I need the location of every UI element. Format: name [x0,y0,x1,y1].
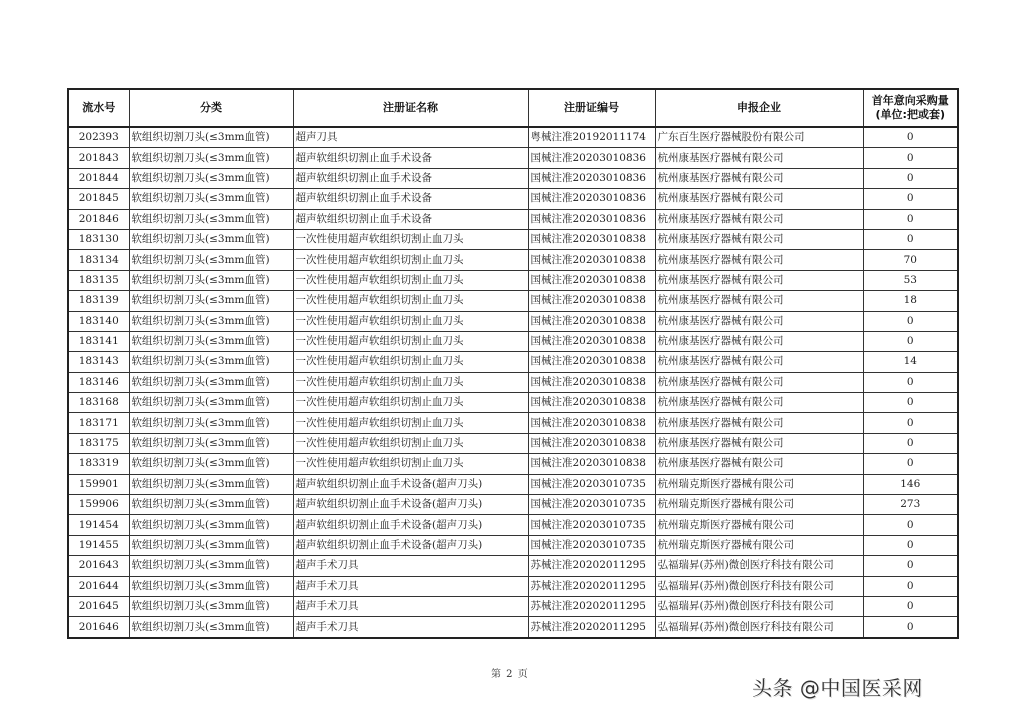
cell-cert-name: 一次性使用超声软组织切割止血刀头 [293,393,528,413]
cell-category: 软组织切割刀头(≤3mm血管) [129,311,293,331]
cell-serial: 183135 [68,270,129,290]
cell-serial: 201843 [68,148,129,168]
cell-category: 软组织切割刀头(≤3mm血管) [129,596,293,616]
table-row [68,270,958,290]
cell-company: 杭州康基医疗器械有限公司 [655,148,863,168]
cell-serial: 159906 [68,495,129,515]
table-row [68,209,958,229]
cell-cert-name: 超声软组织切割止血手术设备 [293,168,528,188]
cell-category: 软组织切割刀头(≤3mm血管) [129,474,293,494]
cell-cert-name: 一次性使用超声软组织切割止血刀头 [293,433,528,453]
table-row [68,291,958,311]
cell-cert-no: 国械注准20203010836 [528,209,655,229]
cell-company: 杭州康基医疗器械有限公司 [655,433,863,453]
cell-quantity: 53 [863,270,958,290]
cell-serial: 183146 [68,372,129,392]
cell-cert-no: 国械注准20203010836 [528,168,655,188]
cell-company: 杭州康基医疗器械有限公司 [655,209,863,229]
cell-company: 杭州康基医疗器械有限公司 [655,413,863,433]
cell-quantity: 273 [863,495,958,515]
table-row [68,535,958,555]
table-row [68,474,958,494]
header-quantity [863,89,958,127]
cell-serial: 201646 [68,617,129,638]
cell-serial: 201844 [68,168,129,188]
cell-cert-name: 超声软组织切割止血手术设备(超声刀头) [293,515,528,535]
cell-cert-no: 国械注准20203010838 [528,311,655,331]
cell-quantity: 18 [863,291,958,311]
cell-cert-no: 粤械注准20192011174 [528,127,655,148]
cell-serial: 183168 [68,393,129,413]
cell-quantity: 0 [863,372,958,392]
cell-quantity: 0 [863,617,958,638]
cell-cert-name: 一次性使用超声软组织切割止血刀头 [293,372,528,392]
cell-company: 杭州康基医疗器械有限公司 [655,372,863,392]
cell-category: 软组织切割刀头(≤3mm血管) [129,189,293,209]
cell-company: 杭州康基医疗器械有限公司 [655,250,863,270]
cell-category: 软组织切割刀头(≤3mm血管) [129,393,293,413]
cell-company: 杭州康基医疗器械有限公司 [655,189,863,209]
cell-company: 杭州康基医疗器械有限公司 [655,331,863,351]
table-row [68,331,958,351]
cell-quantity: 0 [863,454,958,474]
cell-cert-name: 超声手术刀具 [293,576,528,596]
cell-company: 杭州瑞克斯医疗器械有限公司 [655,474,863,494]
cell-company: 杭州康基医疗器械有限公司 [655,311,863,331]
cell-category: 软组织切割刀头(≤3mm血管) [129,454,293,474]
cell-cert-name: 超声软组织切割止血手术设备(超声刀头) [293,474,528,494]
cell-category: 软组织切割刀头(≤3mm血管) [129,291,293,311]
cell-quantity: 0 [863,311,958,331]
cell-cert-no: 国械注准20203010735 [528,474,655,494]
header-cert-name: 注册证名称 [293,89,528,127]
cell-cert-no: 国械注准20203010735 [528,495,655,515]
cell-cert-no: 国械注准20203010838 [528,454,655,474]
cell-cert-name: 超声软组织切割止血手术设备(超声刀头) [293,535,528,555]
cell-serial: 201845 [68,189,129,209]
cell-cert-name: 超声软组织切割止血手术设备 [293,189,528,209]
cell-category: 软组织切割刀头(≤3mm血管) [129,250,293,270]
cell-quantity: 146 [863,474,958,494]
cell-cert-name: 一次性使用超声软组织切割止血刀头 [293,413,528,433]
cell-cert-name: 一次性使用超声软组织切割止血刀头 [293,352,528,372]
cell-serial: 183171 [68,413,129,433]
cell-cert-name: 超声刀具 [293,127,528,148]
cell-serial: 183143 [68,352,129,372]
table-row [68,189,958,209]
cell-quantity: 0 [863,515,958,535]
cell-category: 软组织切割刀头(≤3mm血管) [129,413,293,433]
page-number: 第 2 页 [491,669,529,680]
cell-category: 软组织切割刀头(≤3mm血管) [129,556,293,576]
cell-quantity: 14 [863,352,958,372]
cell-cert-no: 苏械注准20202011295 [528,576,655,596]
cell-cert-name: 一次性使用超声软组织切割止血刀头 [293,291,528,311]
table-row [68,393,958,413]
cell-category: 软组织切割刀头(≤3mm血管) [129,515,293,535]
cell-category: 软组织切割刀头(≤3mm血管) [129,372,293,392]
cell-cert-name: 一次性使用超声软组织切割止血刀头 [293,311,528,331]
cell-quantity: 0 [863,535,958,555]
table-row [68,229,958,249]
cell-company: 弘福瑞昇(苏州)微创医疗科技有限公司 [655,617,863,638]
cell-quantity: 0 [863,127,958,148]
cell-quantity: 0 [863,168,958,188]
cell-company: 杭州康基医疗器械有限公司 [655,291,863,311]
registration-table [67,88,959,639]
table-row [68,576,958,596]
cell-cert-no: 国械注准20203010838 [528,229,655,249]
cell-cert-name: 一次性使用超声软组织切割止血刀头 [293,250,528,270]
cell-serial: 201644 [68,576,129,596]
cell-company: 弘福瑞昇(苏州)微创医疗科技有限公司 [655,596,863,616]
table-row [68,454,958,474]
table-row [68,515,958,535]
cell-cert-no: 国械注准20203010735 [528,515,655,535]
cell-quantity: 0 [863,209,958,229]
cell-serial: 201846 [68,209,129,229]
cell-cert-no: 国械注准20203010838 [528,291,655,311]
cell-quantity: 0 [863,331,958,351]
header-quantity-line1: 首年意向采购量 [871,94,949,107]
cell-serial: 201645 [68,596,129,616]
table-row [68,413,958,433]
cell-cert-name: 超声软组织切割止血手术设备(超声刀头) [293,495,528,515]
cell-category: 软组织切割刀头(≤3mm血管) [129,148,293,168]
cell-category: 软组织切割刀头(≤3mm血管) [129,433,293,453]
cell-category: 软组织切割刀头(≤3mm血管) [129,127,293,148]
cell-serial: 183140 [68,311,129,331]
cell-company: 弘福瑞昇(苏州)微创医疗科技有限公司 [655,576,863,596]
cell-quantity: 0 [863,596,958,616]
header-quantity-line2: (单位:把或套) [875,108,945,121]
cell-company: 杭州康基医疗器械有限公司 [655,229,863,249]
cell-quantity: 0 [863,189,958,209]
cell-category: 软组织切割刀头(≤3mm血管) [129,168,293,188]
cell-cert-no: 国械注准20203010838 [528,413,655,433]
cell-quantity: 70 [863,250,958,270]
table-header [68,89,958,127]
cell-cert-no: 国械注准20203010836 [528,148,655,168]
cell-cert-name: 一次性使用超声软组织切割止血刀头 [293,270,528,290]
cell-company: 杭州康基医疗器械有限公司 [655,270,863,290]
cell-category: 软组织切割刀头(≤3mm血管) [129,535,293,555]
header-category: 分类 [129,89,293,127]
cell-cert-no: 国械注准20203010838 [528,352,655,372]
cell-serial: 183130 [68,229,129,249]
cell-company: 杭州瑞克斯医疗器械有限公司 [655,535,863,555]
cell-company: 广东百生医疗器械股份有限公司 [655,127,863,148]
header-company: 申报企业 [655,89,863,127]
cell-quantity: 0 [863,413,958,433]
cell-quantity: 0 [863,556,958,576]
cell-serial: 201643 [68,556,129,576]
cell-quantity: 0 [863,393,958,413]
table-row [68,250,958,270]
cell-company: 杭州瑞克斯医疗器械有限公司 [655,515,863,535]
cell-cert-name: 一次性使用超声软组织切割止血刀头 [293,229,528,249]
cell-cert-no: 国械注准20203010836 [528,189,655,209]
cell-serial: 183319 [68,454,129,474]
watermark: 头条 @中国医采网 [752,676,923,700]
cell-cert-name: 一次性使用超声软组织切割止血刀头 [293,454,528,474]
table-body [68,127,958,638]
cell-category: 软组织切割刀头(≤3mm血管) [129,270,293,290]
cell-quantity: 0 [863,576,958,596]
header-serial: 流水号 [68,89,129,127]
cell-serial: 183139 [68,291,129,311]
cell-cert-name: 一次性使用超声软组织切割止血刀头 [293,331,528,351]
table-row [68,127,958,148]
cell-category: 软组织切割刀头(≤3mm血管) [129,209,293,229]
cell-company: 杭州瑞克斯医疗器械有限公司 [655,495,863,515]
cell-cert-no: 国械注准20203010838 [528,270,655,290]
cell-company: 弘福瑞昇(苏州)微创医疗科技有限公司 [655,556,863,576]
cell-company: 杭州康基医疗器械有限公司 [655,454,863,474]
cell-quantity: 0 [863,148,958,168]
cell-category: 软组织切割刀头(≤3mm血管) [129,331,293,351]
cell-cert-no: 国械注准20203010838 [528,331,655,351]
cell-serial: 191454 [68,515,129,535]
header-cert-no: 注册证编号 [528,89,655,127]
cell-cert-no: 苏械注准20202011295 [528,596,655,616]
cell-serial: 202393 [68,127,129,148]
cell-serial: 183134 [68,250,129,270]
table-row [68,352,958,372]
cell-serial: 159901 [68,474,129,494]
cell-serial: 183141 [68,331,129,351]
table-row [68,433,958,453]
cell-company: 杭州康基医疗器械有限公司 [655,352,863,372]
cell-company: 杭州康基医疗器械有限公司 [655,393,863,413]
table-row [68,556,958,576]
cell-cert-no: 国械注准20203010735 [528,535,655,555]
table-row [68,311,958,331]
cell-cert-name: 超声手术刀具 [293,596,528,616]
table-row [68,596,958,616]
cell-category: 软组织切割刀头(≤3mm血管) [129,576,293,596]
cell-quantity: 0 [863,433,958,453]
cell-cert-name: 超声软组织切割止血手术设备 [293,148,528,168]
cell-category: 软组织切割刀头(≤3mm血管) [129,617,293,638]
cell-cert-no: 国械注准20203010838 [528,250,655,270]
cell-category: 软组织切割刀头(≤3mm血管) [129,229,293,249]
cell-cert-name: 超声软组织切割止血手术设备 [293,209,528,229]
cell-serial: 191455 [68,535,129,555]
cell-company: 杭州康基医疗器械有限公司 [655,168,863,188]
cell-cert-name: 超声手术刀具 [293,617,528,638]
table-row [68,148,958,168]
table-row [68,372,958,392]
cell-cert-no: 国械注准20203010838 [528,393,655,413]
cell-category: 软组织切割刀头(≤3mm血管) [129,352,293,372]
table-row [68,617,958,638]
cell-cert-name: 超声手术刀具 [293,556,528,576]
cell-cert-no: 国械注准20203010838 [528,433,655,453]
cell-cert-no: 国械注准20203010838 [528,372,655,392]
table-row [68,495,958,515]
cell-quantity: 0 [863,229,958,249]
cell-cert-no: 苏械注准20202011295 [528,617,655,638]
cell-cert-no: 苏械注准20202011295 [528,556,655,576]
cell-category: 软组织切割刀头(≤3mm血管) [129,495,293,515]
cell-serial: 183175 [68,433,129,453]
table-row [68,168,958,188]
